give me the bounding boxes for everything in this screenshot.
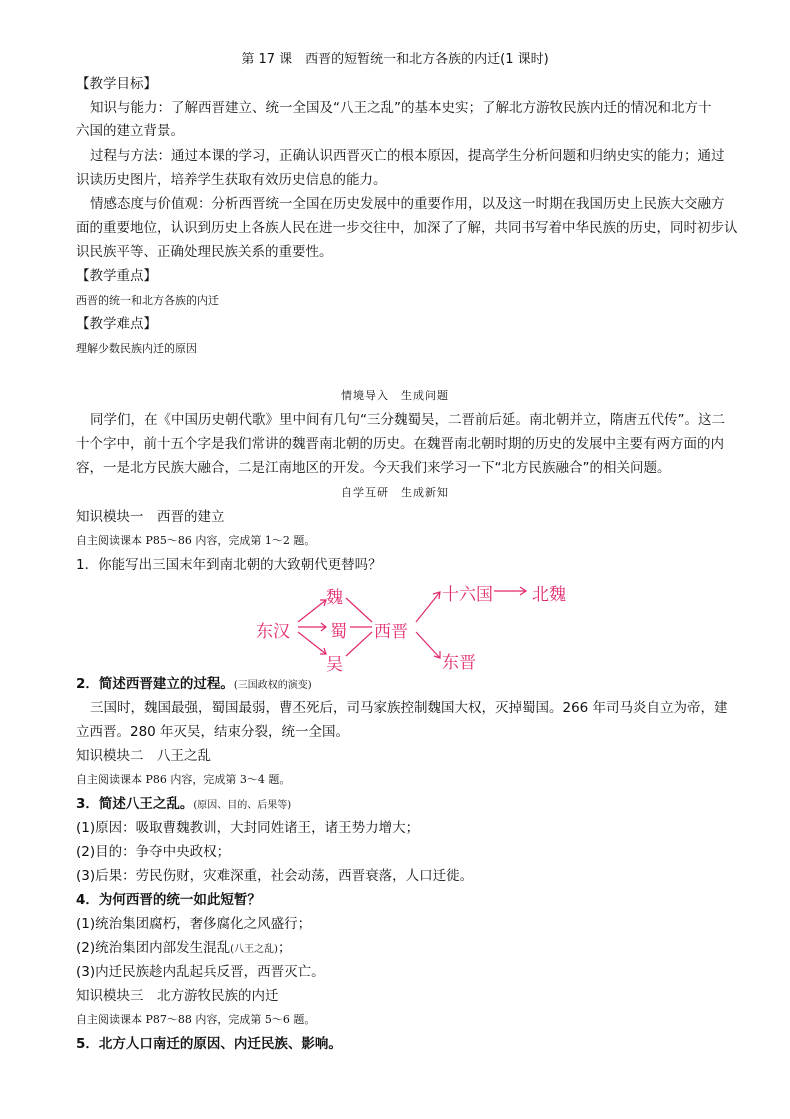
diagram-label-shu: 蜀 (330, 622, 347, 642)
objective-knowledge-line-1: 知识与能力：了解西晋建立、统一全国及“八王之乱”的基本史实；了解北方游牧民族内迁的情况和北方十 (90, 100, 712, 116)
objective-process-line-1: 过程与方法：通过本课的学习，正确认识西晋灭亡的根本原因，提高学生分析问题和归纳史实的能力；通过 (90, 148, 725, 164)
arrow-wei-xijin (346, 598, 372, 622)
objective-knowledge-line-2: 六国的建立背景。 (76, 123, 184, 139)
question-4: 4．为何西晋的统一如此短暂？ (76, 892, 261, 908)
answer-3-cause: (1)原因：吸取曹魏教训，大封同姓诸王，诸王势力增大； (76, 820, 420, 836)
answer-2-line-2: 立西晋。280 年灭吴，结束分裂，统一全国。 (76, 724, 350, 740)
objective-emotion-line-1: 情感态度与价值观：分析西晋统一全国在历史发展中的重要作用，以及这一时期在我国历史上民族大交融方 (90, 196, 725, 212)
module3-heading: 知识模块三 北方游牧民族的内迁 (76, 988, 279, 1004)
arrow-donghan-wei (298, 600, 326, 622)
intro-section-heading: 情境导入 生成问题 (341, 389, 449, 402)
answer-4-line-2-text: (2)统治集团内部发生混乱 (76, 940, 231, 956)
study-section-heading: 自学互研 生成新知 (341, 486, 449, 499)
arrow-xijin-dongjin (416, 632, 440, 658)
arrow-wu-xijin (346, 632, 372, 656)
arrow-xijin-shiliuguo (416, 592, 440, 622)
answer-3-result: (3)后果：劳民伤财，灾难深重，社会动荡，西晋衰落，人口迁徙。 (76, 868, 474, 884)
diagram-label-dongjin: 东晋 (442, 653, 476, 673)
answer-4-line-2-end: ； (277, 940, 292, 956)
answer-4-line-2-note: (八王之乱) (230, 944, 278, 955)
objectives-heading: 【教学目标】 (76, 76, 157, 92)
difficulty-text: 理解少数民族内迁的原因 (76, 342, 197, 355)
focus-text: 西晋的统一和北方各族的内迁 (76, 294, 219, 307)
module1-instruction: 自主阅读课本 P85～86 内容，完成第 1～2 题。 (76, 534, 316, 547)
diagram-label-wu: 吴 (326, 655, 343, 675)
objective-emotion-line-2: 面的重要地位，认识到历史上各族人民在进一步交往中，加深了了解，共同书写着中华民族的历史，同时初步认 (76, 220, 738, 236)
diagram-label-beiwei: 北魏 (532, 585, 566, 605)
module1-heading: 知识模块一 西晋的建立 (76, 509, 225, 525)
question-5: 5．北方人口南迁的原因、内迁民族、影响。 (76, 1036, 342, 1052)
difficulty-heading: 【教学难点】 (76, 316, 157, 332)
objective-emotion-line-3: 识民族平等、正确处理民族关系的重要性。 (76, 244, 333, 260)
question-3 (76, 794, 291, 816)
question-2-note: (三国政权的演变) (233, 680, 312, 691)
arrow-donghan-wu (298, 632, 326, 654)
intro-paragraph-line-3: 容，一是北方民族大融合，二是江南地区的开发。今天我们来学习一下“北方民族融合”的相关问题。 (76, 460, 671, 476)
lesson-title: 第 17 课 西晋的短暂统一和北方各族的内迁(1 课时) (241, 52, 549, 67)
diagram-label-donghan: 东汉 (256, 622, 290, 642)
question-3-note: (原因、目的、后果等) (193, 800, 292, 811)
module2-heading: 知识模块二 八王之乱 (76, 748, 211, 764)
intro-paragraph-line-1: 同学们，在《中国历史朝代歌》里中间有几句“三分魏蜀吴，二晋前后延。南北朝并立，隋唐五代传”。这二 (90, 412, 725, 428)
intro-paragraph-line-2: 十个字中，前十五个字是我们常讲的魏晋南北朝的历史。在魏晋南北朝时期的历史的发展中主要有两方面的内 (76, 436, 724, 452)
question-3-text: 3．简述八王之乱。 (76, 796, 194, 812)
answer-3-purpose: (2)目的：争夺中央政权； (76, 844, 231, 860)
module3-instruction: 自主阅读课本 P87～88 内容，完成第 5～6 题。 (76, 1013, 316, 1026)
focus-heading: 【教学重点】 (76, 268, 157, 284)
diagram-label-xijin: 西晋 (374, 622, 408, 642)
module2-instruction: 自主阅读课本 P86 内容，完成第 3～4 题。 (76, 773, 291, 786)
answer-2-line-1: 三国时，魏国最强，蜀国最弱，曹丕死后，司马家族控制魏国大权，灭掉蜀国。266 年司马炎自立为帝，建 (90, 700, 728, 716)
dynasty-succession-diagram (250, 578, 580, 678)
answer-4-line-1: (1)统治集团腐朽，奢侈腐化之风盛行； (76, 916, 312, 932)
question-1: 1．你能写出三国末年到南北朝的大致朝代更替吗？ (76, 557, 382, 573)
diagram-label-wei: 魏 (326, 588, 343, 608)
answer-4-line-2 (76, 938, 291, 960)
diagram-label-shiliuguo: 十六国 (442, 585, 493, 605)
question-2-text: 2．简述西晋建立的过程。 (76, 676, 234, 692)
question-2 (76, 674, 312, 696)
objective-process-line-2: 识读历史图片，培养学生获取有效历史信息的能力。 (76, 172, 387, 188)
answer-4-line-3: (3)内迁民族趁内乱起兵反晋，西晋灭亡。 (76, 964, 325, 980)
